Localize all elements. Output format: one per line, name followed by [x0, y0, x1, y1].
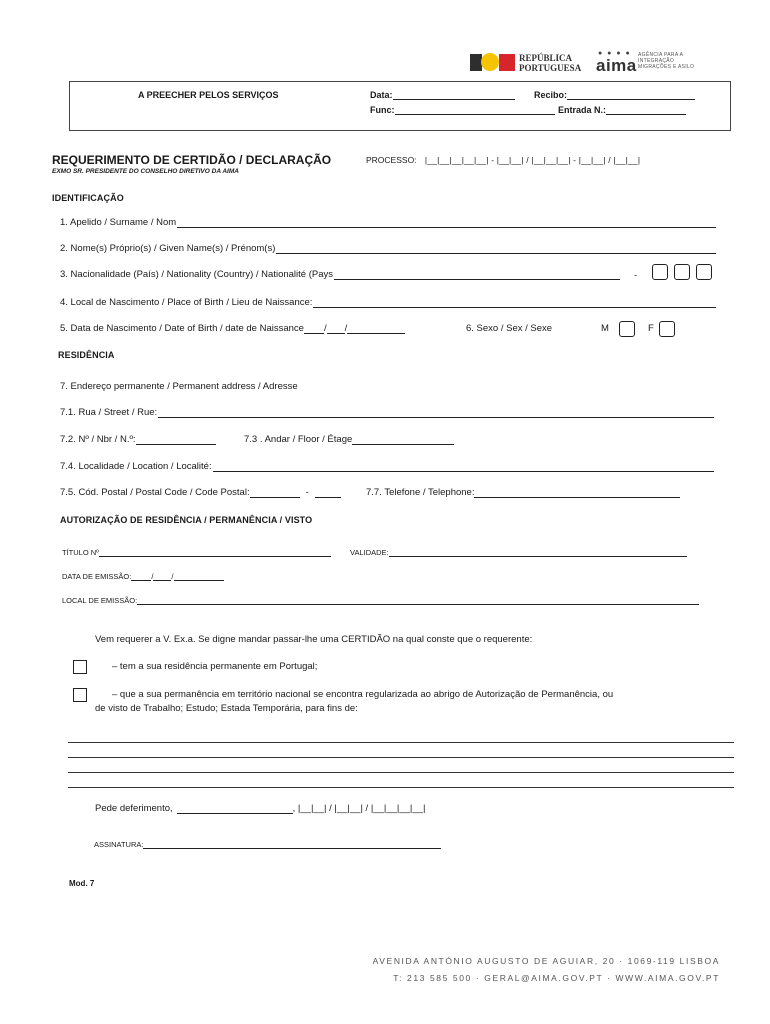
nationality-code-box-1[interactable]: [652, 264, 668, 280]
services-label: A PREECHER PELOS SERVIÇOS: [138, 90, 279, 100]
footer-address: AVENIDA ANTÓNIO AUGUSTO DE AGUIAR, 20 · 1069-119 LISBOA: [372, 956, 720, 966]
form-subtitle: EXMO SR. PRESIDENTE DO CONSELHO DIRETIVO DA AIMA: [52, 168, 239, 175]
form-title: REQUERIMENTO DE CERTIDÃO / DECLARAÇÃO: [52, 153, 332, 167]
request-intro: Vem requerer a V. Ex.a. Se digne mandar passar-lhe uma CERTIDÃO na qual conste que o requerente:: [95, 634, 533, 645]
entrada-field[interactable]: Entrada N.:: [558, 105, 686, 115]
purpose-line-3[interactable]: [68, 772, 734, 773]
option-permanence-text-2: de visto de Trabalho; Estudo; Estada Temporária, para fins de:: [95, 703, 358, 714]
birthdate-field[interactable]: 5. Data de Nascimento / Date of Birth / date de Naissance / /: [60, 323, 405, 334]
recibo-field[interactable]: Recibo:: [534, 90, 695, 100]
section-identificacao: IDENTIFICAÇÃO: [52, 193, 124, 203]
street-field[interactable]: 7.1. Rua / Street / Rue:: [60, 407, 714, 418]
section-autorizacao: AUTORIZAÇÃO DE RESIDÊNCIA / PERMANÊNCIA / VISTO: [60, 515, 313, 525]
purpose-line-4[interactable]: [68, 787, 734, 788]
local-emissao-field[interactable]: LOCAL DE EMISSÃO:: [62, 596, 699, 605]
sex-f-label: F: [648, 323, 654, 334]
func-field[interactable]: Func:: [370, 105, 555, 115]
sex-m-checkbox[interactable]: [619, 321, 635, 337]
number-field[interactable]: 7.2. Nº / Nbr / N.º:: [60, 434, 216, 445]
flag-red-block: [499, 54, 515, 71]
data-field[interactable]: Data:: [370, 90, 515, 100]
validade-field[interactable]: VALIDADE:: [350, 548, 687, 557]
section-residencia: RESIDÊNCIA: [58, 350, 115, 360]
sex-m-label: M: [601, 323, 609, 334]
option-permanence-text-1: – que a sua permanência em território nacional se encontra regularizada ao abrigo de Autorização de Permanência, ou: [112, 689, 614, 700]
birthplace-field[interactable]: 4. Local de Nascimento / Place of Birth / Lieu de Naissance:: [60, 297, 716, 308]
nationality-dash: -: [634, 270, 638, 281]
signature-field[interactable]: ASSINATURA:: [94, 840, 441, 849]
nationality-code-boxes: [652, 264, 712, 280]
location-field[interactable]: 7.4. Localidade / Location / Localité:: [60, 461, 714, 472]
floor-field[interactable]: 7.3 . Andar / Floor / Étage: [244, 434, 454, 445]
footer-contacts: T: 213 585 500 · GERAL@AIMA.GOV.PT · WWW.AIMA.GOV.PT: [393, 973, 720, 983]
processo-mask: |__|__|__|__|__| - |__|__| / |__|__|__| - |__|__| / |__|__|: [424, 155, 641, 165]
services-box: [69, 81, 731, 131]
processo-field[interactable]: PROCESSO: |__|__|__|__|__| - |__|__| / |__|__|__| - |__|__| / |__|__|: [366, 155, 641, 165]
option-residence-text: – tem a sua residência permanente em Portugal;: [112, 661, 318, 672]
purpose-line-1[interactable]: [68, 742, 734, 743]
sex-f-checkbox[interactable]: [659, 321, 675, 337]
given-names-field[interactable]: 2. Nome(s) Próprio(s) / Given Name(s) / Prénom(s): [60, 243, 716, 254]
option-permanence-checkbox[interactable]: [73, 688, 87, 702]
aima-wordmark: aima: [596, 56, 637, 75]
republica-portuguesa-logo: [470, 52, 590, 74]
purpose-line-2[interactable]: [68, 757, 734, 758]
flag-yellow-circle: [481, 53, 499, 71]
option-residence-checkbox[interactable]: [73, 660, 87, 674]
nationality-code-box-3[interactable]: [696, 264, 712, 280]
postal-code-field[interactable]: 7.5. Cód. Postal / Postal Code / Code Postal: -: [60, 487, 341, 498]
telephone-field[interactable]: 7.7. Telefone / Telephone:: [366, 487, 680, 498]
titulo-field[interactable]: TÍTULO Nº: [62, 548, 331, 557]
data-emissao-field[interactable]: DATA DE EMISSÃO: / /: [62, 572, 224, 581]
aima-dots: ● ● ● ●: [598, 50, 632, 57]
nationality-code-box-2[interactable]: [674, 264, 690, 280]
pede-deferimento[interactable]: Pede deferimento, , |__|__| / |__|__| / |__|__|__|__|: [95, 803, 426, 814]
aima-logo: [596, 50, 706, 76]
model-number: Mod. 7: [69, 879, 95, 888]
surname-field[interactable]: 1. Apelido / Surname / Nom: [60, 217, 716, 228]
sex-label: 6. Sexo / Sex / Sexe: [466, 323, 553, 334]
aima-description: AGÊNCIA PARA A INTEGRAÇÃO MIGRAÇÕES E ASILO: [638, 52, 695, 70]
nationality-field[interactable]: 3. Nacionalidade (País) / Nationality (Country) / Nationalité (Pays: [60, 269, 620, 280]
closing-date-mask: , |__|__| / |__|__| / |__|__|__|__|: [292, 803, 426, 814]
permanent-address-label: 7. Endereço permanente / Permanent address / Adresse: [60, 381, 298, 392]
republica-text: REPÚBLICA PORTUGUESA: [519, 53, 582, 73]
